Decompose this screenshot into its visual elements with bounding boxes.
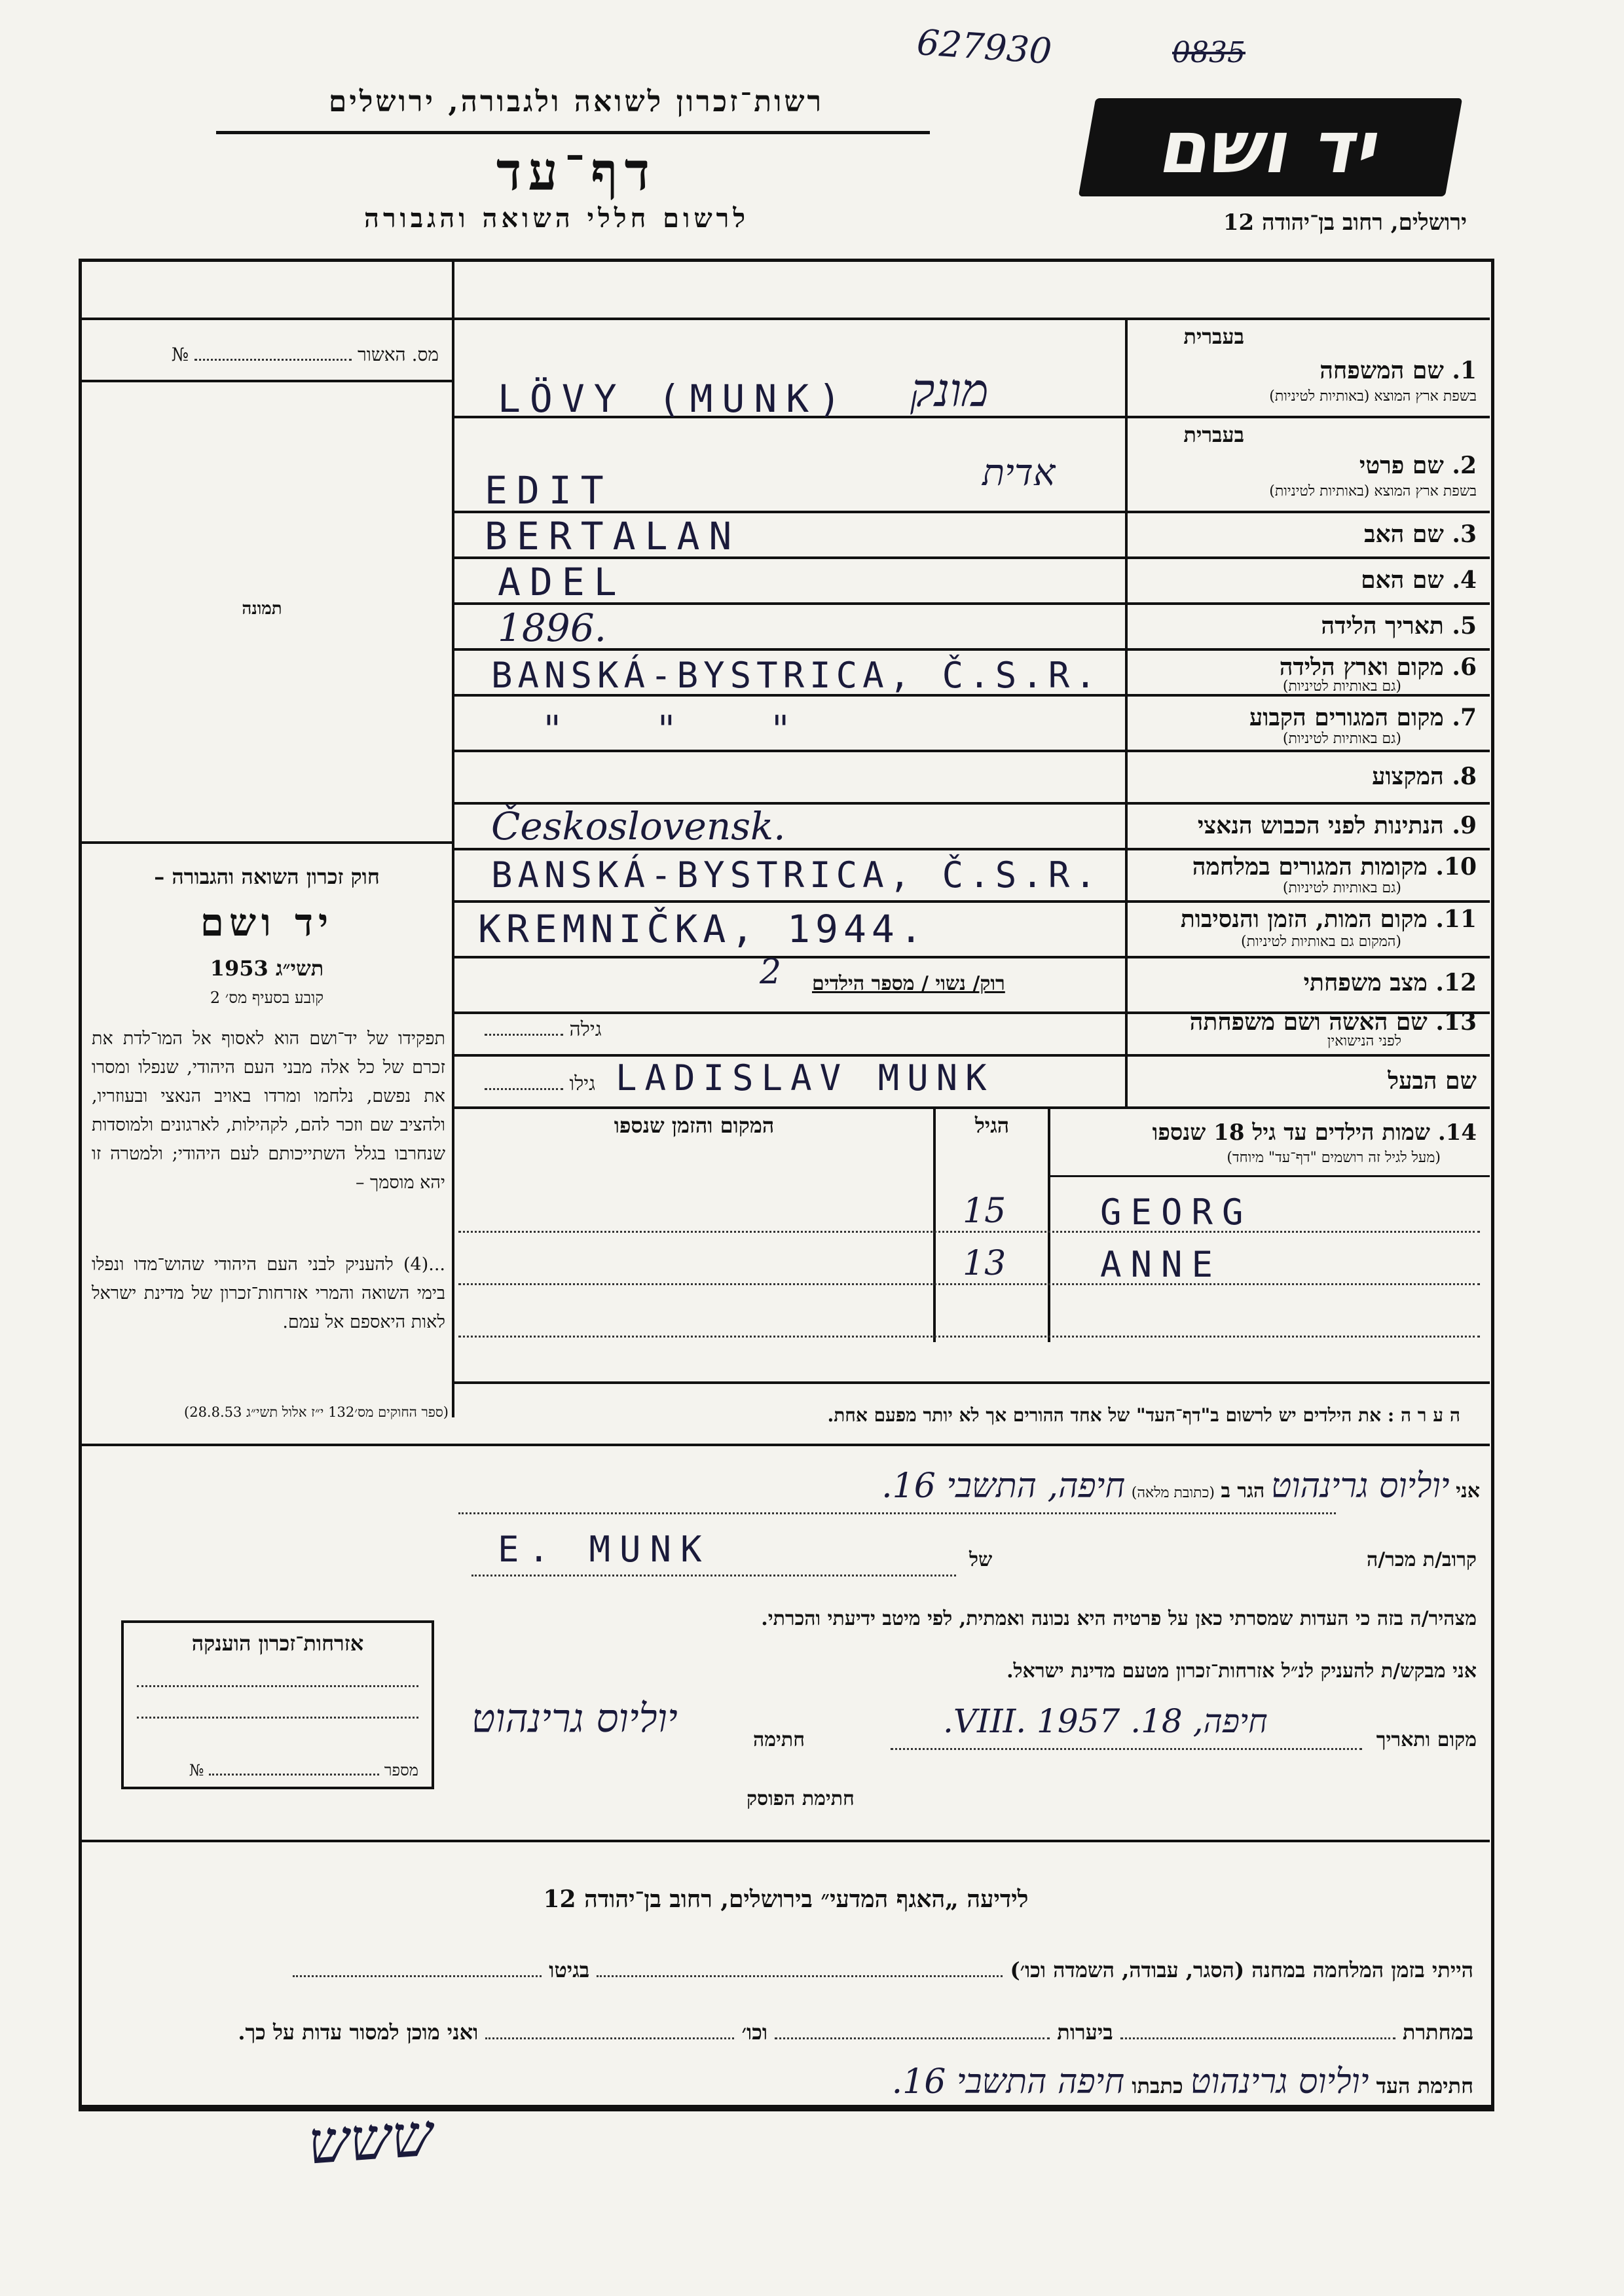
law-text-2: ...(4) להעניק לבני העם היהודי שהוש־מדו ונפלו בימי השואה והמרי אזרחות־זכרון של מדינת ישראל לאות היאספם אל עמם. xyxy=(92,1254,445,1332)
mother-name-value: ADEL xyxy=(498,560,626,604)
child-1-age: 15 xyxy=(963,1192,1006,1231)
law-text: תפקידו של יד־ושם הוא לאסוף אל המו־לדת את זכרם של כל אלה מבני העם היהודי, שנפלו ומסרו את נפשם, נלחמו ומרדו באויב הנאצי ובעוזריו, ולהציב שם וזכר להם, לקהילות, לארגונים ולמוסדות שנחרבו בגלל השתייכותם לעם היהודי; ולמטרה זו יהא מוסמך – xyxy=(92,1029,445,1193)
field-2-hint: בשפת ארץ המוצא (באותיות לטיניות) xyxy=(1269,483,1477,500)
citizenship-box: אזרחות־זכרון הוענקה מספר № xyxy=(121,1620,434,1789)
field-13-hint: לפני הנישואין xyxy=(1327,1033,1401,1049)
father-name-value: BERTALAN xyxy=(485,514,741,558)
law-year: תשי״ג 1953 xyxy=(210,956,324,981)
archive-number-struck: 0835 xyxy=(1172,36,1246,69)
field-10-label: 10. מקומות המגורים במלחמה xyxy=(1192,853,1477,881)
declaration-statement: מצהיר/ה בזה כי העדות שמסרתי כאן על פרטיה היא נכונה ואמתית, לפי מיטב ידיעתי והכרתי. xyxy=(761,1607,1477,1630)
law-title: חוק זכרון השואה והגבורה – xyxy=(154,864,380,889)
footer-line-1: הייתי בזמן המלחמה במחנה (הסגר, עבודה, השמדה וכו׳) בגיטו xyxy=(105,1958,1473,1982)
children-hint: (מעל לגיל זה רושמים "דף־עד" מיוחד) xyxy=(1227,1150,1441,1166)
marital-status-options: רוק/ נשוי / מספר הילדים xyxy=(812,972,1005,995)
field-5-label: 5. תאריך הלידה xyxy=(1321,612,1477,640)
children-count-value: 2 xyxy=(760,953,782,992)
approval-label: מס. האשור № xyxy=(171,344,439,365)
husband-name-value: LADISLAV MUNK xyxy=(616,1057,995,1099)
birth-place-value: BANSKÁ-BYSTRICA, Č.S.R. xyxy=(491,655,1101,696)
witness-line: חתימת העד יוליוס גרינהוט כתבתו חיפה התשבי 16. xyxy=(891,2062,1473,2102)
field-2-lang: בעברית xyxy=(1183,422,1244,447)
birth-date-value: 1896. xyxy=(498,606,607,650)
field-1-hint: בשפת ארץ המוצא (באותיות לטיניות) xyxy=(1269,388,1477,405)
authority-title: רשות־זכרון לשואה ולגבורה, ירושלים xyxy=(328,85,824,118)
form-subtitle: לרשום חללי השואה והגבורה xyxy=(363,203,750,234)
relation-label: קרוב/ת מכר/ה xyxy=(1366,1548,1477,1571)
death-place-value: KREMNIČKA, 1944. xyxy=(478,907,928,951)
child-1-name: GEORG xyxy=(1100,1192,1253,1233)
field-6-hint: (גם באותיות לטיניות) xyxy=(1282,678,1401,695)
husband-age: גילו xyxy=(485,1072,595,1095)
children-place-header: המקום והזמן שנספו xyxy=(614,1113,775,1138)
law-clause: קובע בסעיף מס׳ 2 xyxy=(210,989,324,1007)
nationality-value: Československ. xyxy=(491,804,786,848)
declarant-line: אני יוליוס גרינהוט הגר ב (כתובת מלאה) חיפה, התשבי 16. xyxy=(881,1467,1480,1506)
first-name-value: EDIT xyxy=(485,468,613,513)
field-11-hint: (המקום גם באותיות לטיניות) xyxy=(1241,934,1401,950)
field-13-label: 13. שם האשה ושם משפחתה xyxy=(1189,1008,1477,1036)
children-title: 14. שמות הילדים עד גיל 18 שנספו xyxy=(1152,1120,1477,1146)
declarant-signature: יוליוס גרינהוט xyxy=(471,1696,678,1741)
header-address: ירושלים, רחוב בן־יהודה 12 xyxy=(1223,210,1467,236)
yad-vashem-logo: יד ושם xyxy=(1079,98,1462,196)
law-name: יד ושם xyxy=(200,900,334,945)
field-7-hint: (גם באותיות לטיניות) xyxy=(1282,731,1401,747)
declaration-request: אני מבקש/ת להעניק לנ״ל אזרחות־זכרון מטעם מדינת ישראל. xyxy=(1006,1660,1477,1683)
form-title: דף־עד xyxy=(496,141,657,202)
archive-number: 627930 xyxy=(915,21,1054,73)
child-2-age: 13 xyxy=(963,1244,1006,1283)
field-7-label: 7. מקום המגורים הקבוע xyxy=(1249,704,1477,731)
law-source: (ספר החוקים מס׳132 י״ז אלול תשי״ג 28.8.53) xyxy=(184,1404,449,1420)
wife-age: גילה xyxy=(485,1018,602,1041)
first-name-hebrew: אדית xyxy=(982,452,1056,494)
family-name-value: LÖVY (MUNK) xyxy=(498,376,851,421)
family-name-hebrew: מונק xyxy=(910,363,989,417)
children-note: ה ע ר ה : את הילדים יש לרשום ב"דף־העד" של אחד ההורים אך לא יותר מפעם אחת. xyxy=(827,1404,1460,1426)
field-12-label: 12. מצב משפחתי xyxy=(1303,969,1477,996)
footer-line-2: במחתרת ביערות וכו׳ ואני מוכן למסור עדות על כך. xyxy=(238,2020,1473,2045)
footer-notice: לידיעה „האגף המדעי״ בירושלים, רחוב בן־יהודה 12 xyxy=(543,1886,1029,1913)
husband-label: שם הבעל xyxy=(1388,1067,1477,1095)
margin-scrawl: ששש xyxy=(305,2100,435,2178)
war-residence-value: BANSKÁ-BYSTRICA, Č.S.R. xyxy=(491,854,1101,896)
relation-value: E. MUNK xyxy=(498,1529,711,1570)
residence-value: " " " xyxy=(544,707,790,752)
field-1-label: 1. שם המשפחה xyxy=(1320,357,1477,384)
field-3-label: 3. שם האב xyxy=(1364,520,1477,548)
children-age-header: הגיל xyxy=(974,1113,1010,1138)
of-label: של xyxy=(969,1548,993,1571)
field-2-label: 2. שם פרטי xyxy=(1359,452,1477,479)
field-10-hint: (גם באותיות לטיניות) xyxy=(1282,880,1401,896)
field-9-label: 9. הנתינות לפני הכבוש הנאצי xyxy=(1197,812,1477,839)
issuer-signature-label: חתימת הפוסק xyxy=(747,1787,855,1810)
place-date-label: מקום ותאריך xyxy=(1376,1728,1477,1751)
field-6-label: 6. מקום וארץ הלידה xyxy=(1279,653,1477,681)
place-date-value: חיפה, 18. VIII. 1957. xyxy=(943,1702,1268,1740)
field-11-label: 11. מקום המות, הזמן והנסיבות xyxy=(1180,905,1477,933)
field-8-label: 8. המקצוע xyxy=(1372,763,1477,790)
field-4-label: 4. שם האם xyxy=(1361,566,1477,594)
signature-label: חתימה xyxy=(753,1728,805,1751)
child-2-name: ANNE xyxy=(1100,1244,1223,1285)
field-1-lang: בעברית xyxy=(1183,324,1244,349)
photo-label: תמונה xyxy=(242,599,282,619)
